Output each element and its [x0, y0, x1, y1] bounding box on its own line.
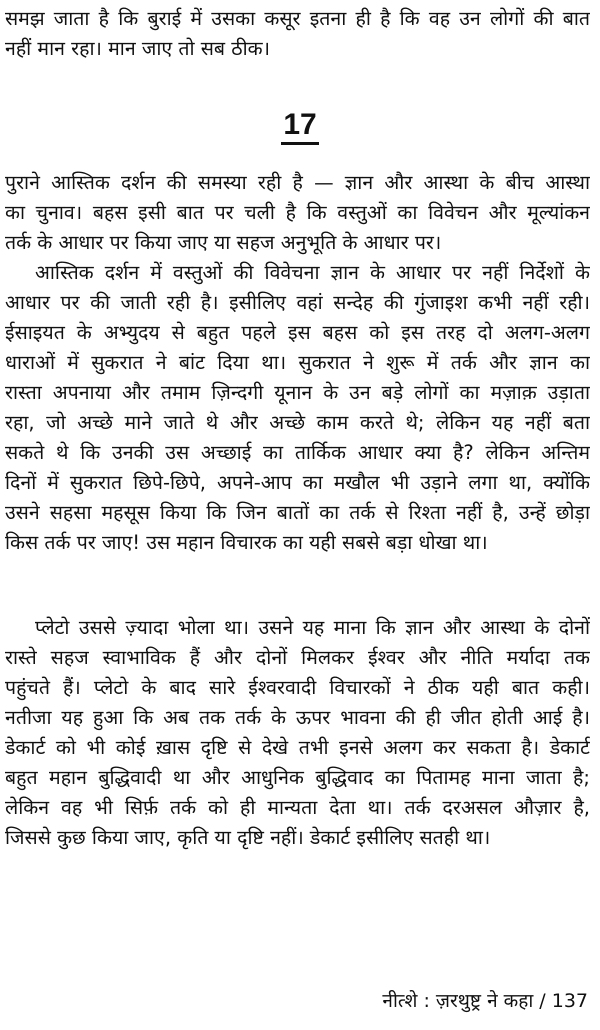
text-line: ईसाइयत के अभ्युदय से बहुत पहले इस बहस को इस तरह दो अलग-अलग: [5, 321, 590, 344]
text-line: धाराओं में सुकरात ने बांट दिया था। सुकरात ने शुरू में तर्क और ज्ञान का: [5, 351, 590, 374]
paragraph-3: [5, 613, 590, 853]
chapter-number: 17: [281, 108, 318, 145]
text-line: तर्क के आधार पर किया जाए या सहज अनुभूति के आधार पर।: [5, 231, 442, 254]
text-line: सकते थे कि उनकी उस अच्छाई का तार्किक आधार क्या है? लेकिन अन्तिम: [5, 441, 590, 464]
text-line: आधार पर की जाती रही है। इसीलिए वहां सन्देह की गुंजाइश कभी नहीं रही।: [5, 291, 590, 314]
paragraph-2: [5, 258, 590, 558]
page-footer: [382, 987, 588, 1015]
text-line: लेकिन वह भी सिर्फ़ तर्क को ही मान्यता देता था। तर्क दरअसल औज़ार है,: [5, 796, 590, 819]
text-line: किस तर्क पर जाए! उस महान विचारक का यही सबसे बड़ा धोखा था।: [5, 531, 488, 554]
text-line: का चुनाव। बहस इसी बात पर चली है कि वस्तुओं का विवेचन और मूल्यांकन: [5, 201, 590, 224]
text-line: नहीं मान रहा। मान जाए तो सब ठीक।: [5, 37, 270, 60]
chapter-heading: [0, 108, 600, 142]
text-line: जिससे कुछ किया जाए, कृति या दृष्टि नहीं। डेकार्ट इसीलिए सतही था।: [5, 826, 491, 849]
text-line: समझ जाता है कि बुराई में उसका कसूर इतना ही है कि वह उन लोगों की बात: [5, 7, 590, 30]
text-line: बहुत महान बुद्धिवादी था और आधुनिक बुद्धिवाद का पितामह माना जाता है;: [5, 766, 590, 789]
continued-paragraph: [5, 4, 590, 64]
text-line: रास्ते सहज स्वाभाविक हैं और दोनों मिलकर ईश्वर और नीति मर्यादा तक: [5, 646, 590, 669]
text-line: उसने सहसा महसूस किया कि जिन बातों का तर्क से रिश्ता नहीं है, उन्हें छोड़ा: [5, 501, 590, 524]
text-line: प्लेटो उससे ज़्यादा भोला था। उसने यह माना कि ज्ञान और आस्था के दोनों: [35, 616, 590, 639]
text-line: दिनों में सुकरात छिपे-छिपे, अपने-आप का मखौल भी उड़ाने लगा था, क्योंकि: [5, 471, 590, 494]
text-line: डेकार्ट को भी कोई ख़ास दृष्टि से देखे तभी इनसे अलग कर सकता है। डेकार्ट: [5, 736, 590, 759]
text-line: रहा, जो अच्छे माने जाते थे और अच्छे काम करते थे; लेकिन यह नहीं बता: [5, 411, 590, 434]
text-line: रास्ता अपनाया और तमाम ज़िन्दगी यूनान के उन बड़े लोगों का मज़ाक़ उड़ाता: [5, 381, 590, 404]
text-line: नतीजा यह हुआ कि अब तक तर्क के ऊपर भावना की ही जीत होती आई है।: [5, 706, 590, 729]
text-line: पुराने आस्तिक दर्शन की समस्या रही है — ज्ञान और आस्था के बीच आस्था: [5, 171, 590, 194]
paragraph-1: [5, 168, 590, 258]
running-title-page-number: नीत्शे : ज़रथुष्ट्र ने कहा / 137: [382, 990, 588, 1012]
text-line: पहुंचते हैं। प्लेटो के बाद सारे ईश्वरवादी विचारकों ने ठीक यही बात कही।: [5, 676, 590, 699]
text-line: आस्तिक दर्शन में वस्तुओं की विवेचना ज्ञान के आधार पर नहीं निर्देशों के: [35, 261, 590, 284]
